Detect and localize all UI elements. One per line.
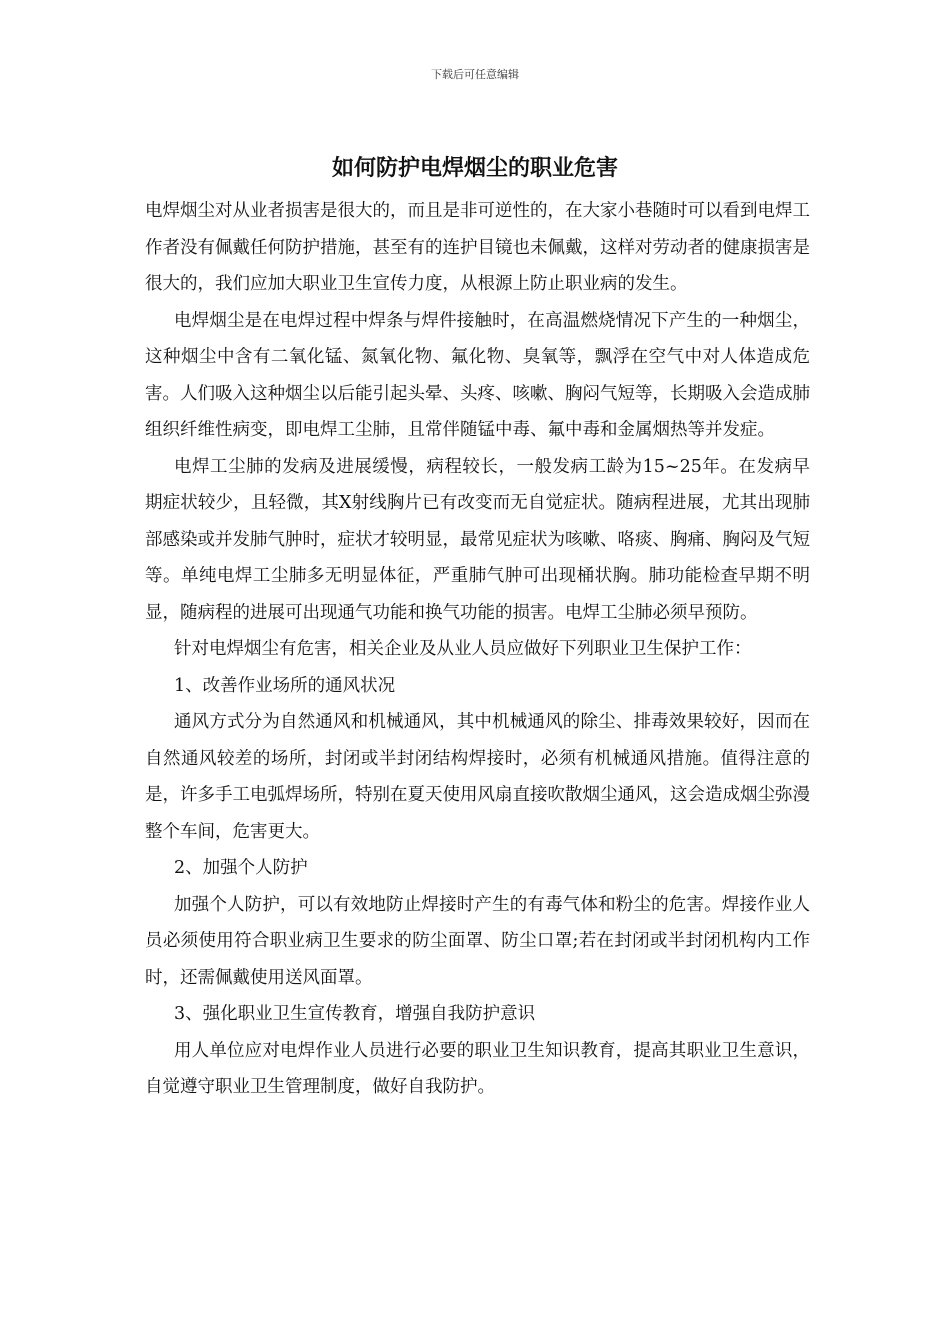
section-heading: 2、加强个人防护 xyxy=(174,858,308,878)
body-paragraph: 加强个人防护，可以有效地防止焊接时产生的有毒气体和粉尘的危害。焊接作业人员必须使用符合职业病卫生要求的防尘面罩、防尘口罩;若在封闭或半封闭机构内工作时，还需佩戴使用送风面罩。 xyxy=(145,894,810,988)
section-heading: 1、改善作业场所的通风状况 xyxy=(174,675,396,696)
intro-paragraph: 电焊烟尘对从业者损害是很大的，而且是非可逆性的，在大家小巷随时可以看到电焊工作者没有佩戴任何防护措施，甚至有的连护目镜也未佩戴，这样对劳动者的健康损害是很大的，我们应加大职业卫生宣传力度，从根源上防止职业病的发生。 xyxy=(145,201,810,294)
body-paragraph: 电焊工尘肺的发病及进展缓慢，病程较长，一般发病工龄为15~25年。在发病早期症状较少，且轻微，其X射线胸片已有改变而无自觉症状。随病程进展，尤其出现肺部感染或并发肺气肿时，症状才较明显，最常见症状为咳嗽、咯痰、胸痛、胸闷及气短等。单纯电焊工尘肺多无明显体征，严重肺气肿可出现桶状胸。肺功能检查早期不明显，随病程的进展可出现通气功能和换气功能的损害。电焊工尘肺必须早预防。 xyxy=(145,456,810,623)
body-paragraph: 电焊烟尘是在电焊过程中焊条与焊件接触时，在高温燃烧情况下产生的一种烟尘，这种烟尘中含有二氧化锰、氮氧化物、氟化物、臭氧等，飘浮在空气中对人体造成危害。人们吸入这种烟尘以后能引起头晕、头疼、咳嗽、胸闷气短等，长期吸入会造成肺组织纤维性病变，即电焊工尘肺，且常伴随锰中毒、氟中毒和金属烟热等并发症。 xyxy=(145,310,810,440)
body-paragraph: 通风方式分为自然通风和机械通风，其中机械通风的除尘、排毒效果较好，因而在自然通风较差的场所，封闭或半封闭结构焊接时，必须有机械通风措施。值得注意的是，许多手工电弧焊场所，特别在夏天使用风扇直接吹散烟尘通风，这会造成烟尘弥漫整个车间，危害更大。 xyxy=(145,712,810,842)
document-body xyxy=(145,193,810,1106)
body-paragraph: 针对电焊烟尘有危害，相关企业及从业人员应做好下列职业卫生保护工作： xyxy=(174,639,752,659)
section-heading: 3、强化职业卫生宣传教育，增强自我防护意识 xyxy=(174,1004,536,1024)
header-note: 下载后可任意编辑 xyxy=(431,68,519,81)
body-paragraph: 用人单位应对电焊作业人员进行必要的职业卫生知识教育，提高其职业卫生意识，自觉遵守职业卫生管理制度，做好自我防护。 xyxy=(145,1040,810,1097)
document-title: 如何防护电焊烟尘的职业危害 xyxy=(331,156,618,181)
